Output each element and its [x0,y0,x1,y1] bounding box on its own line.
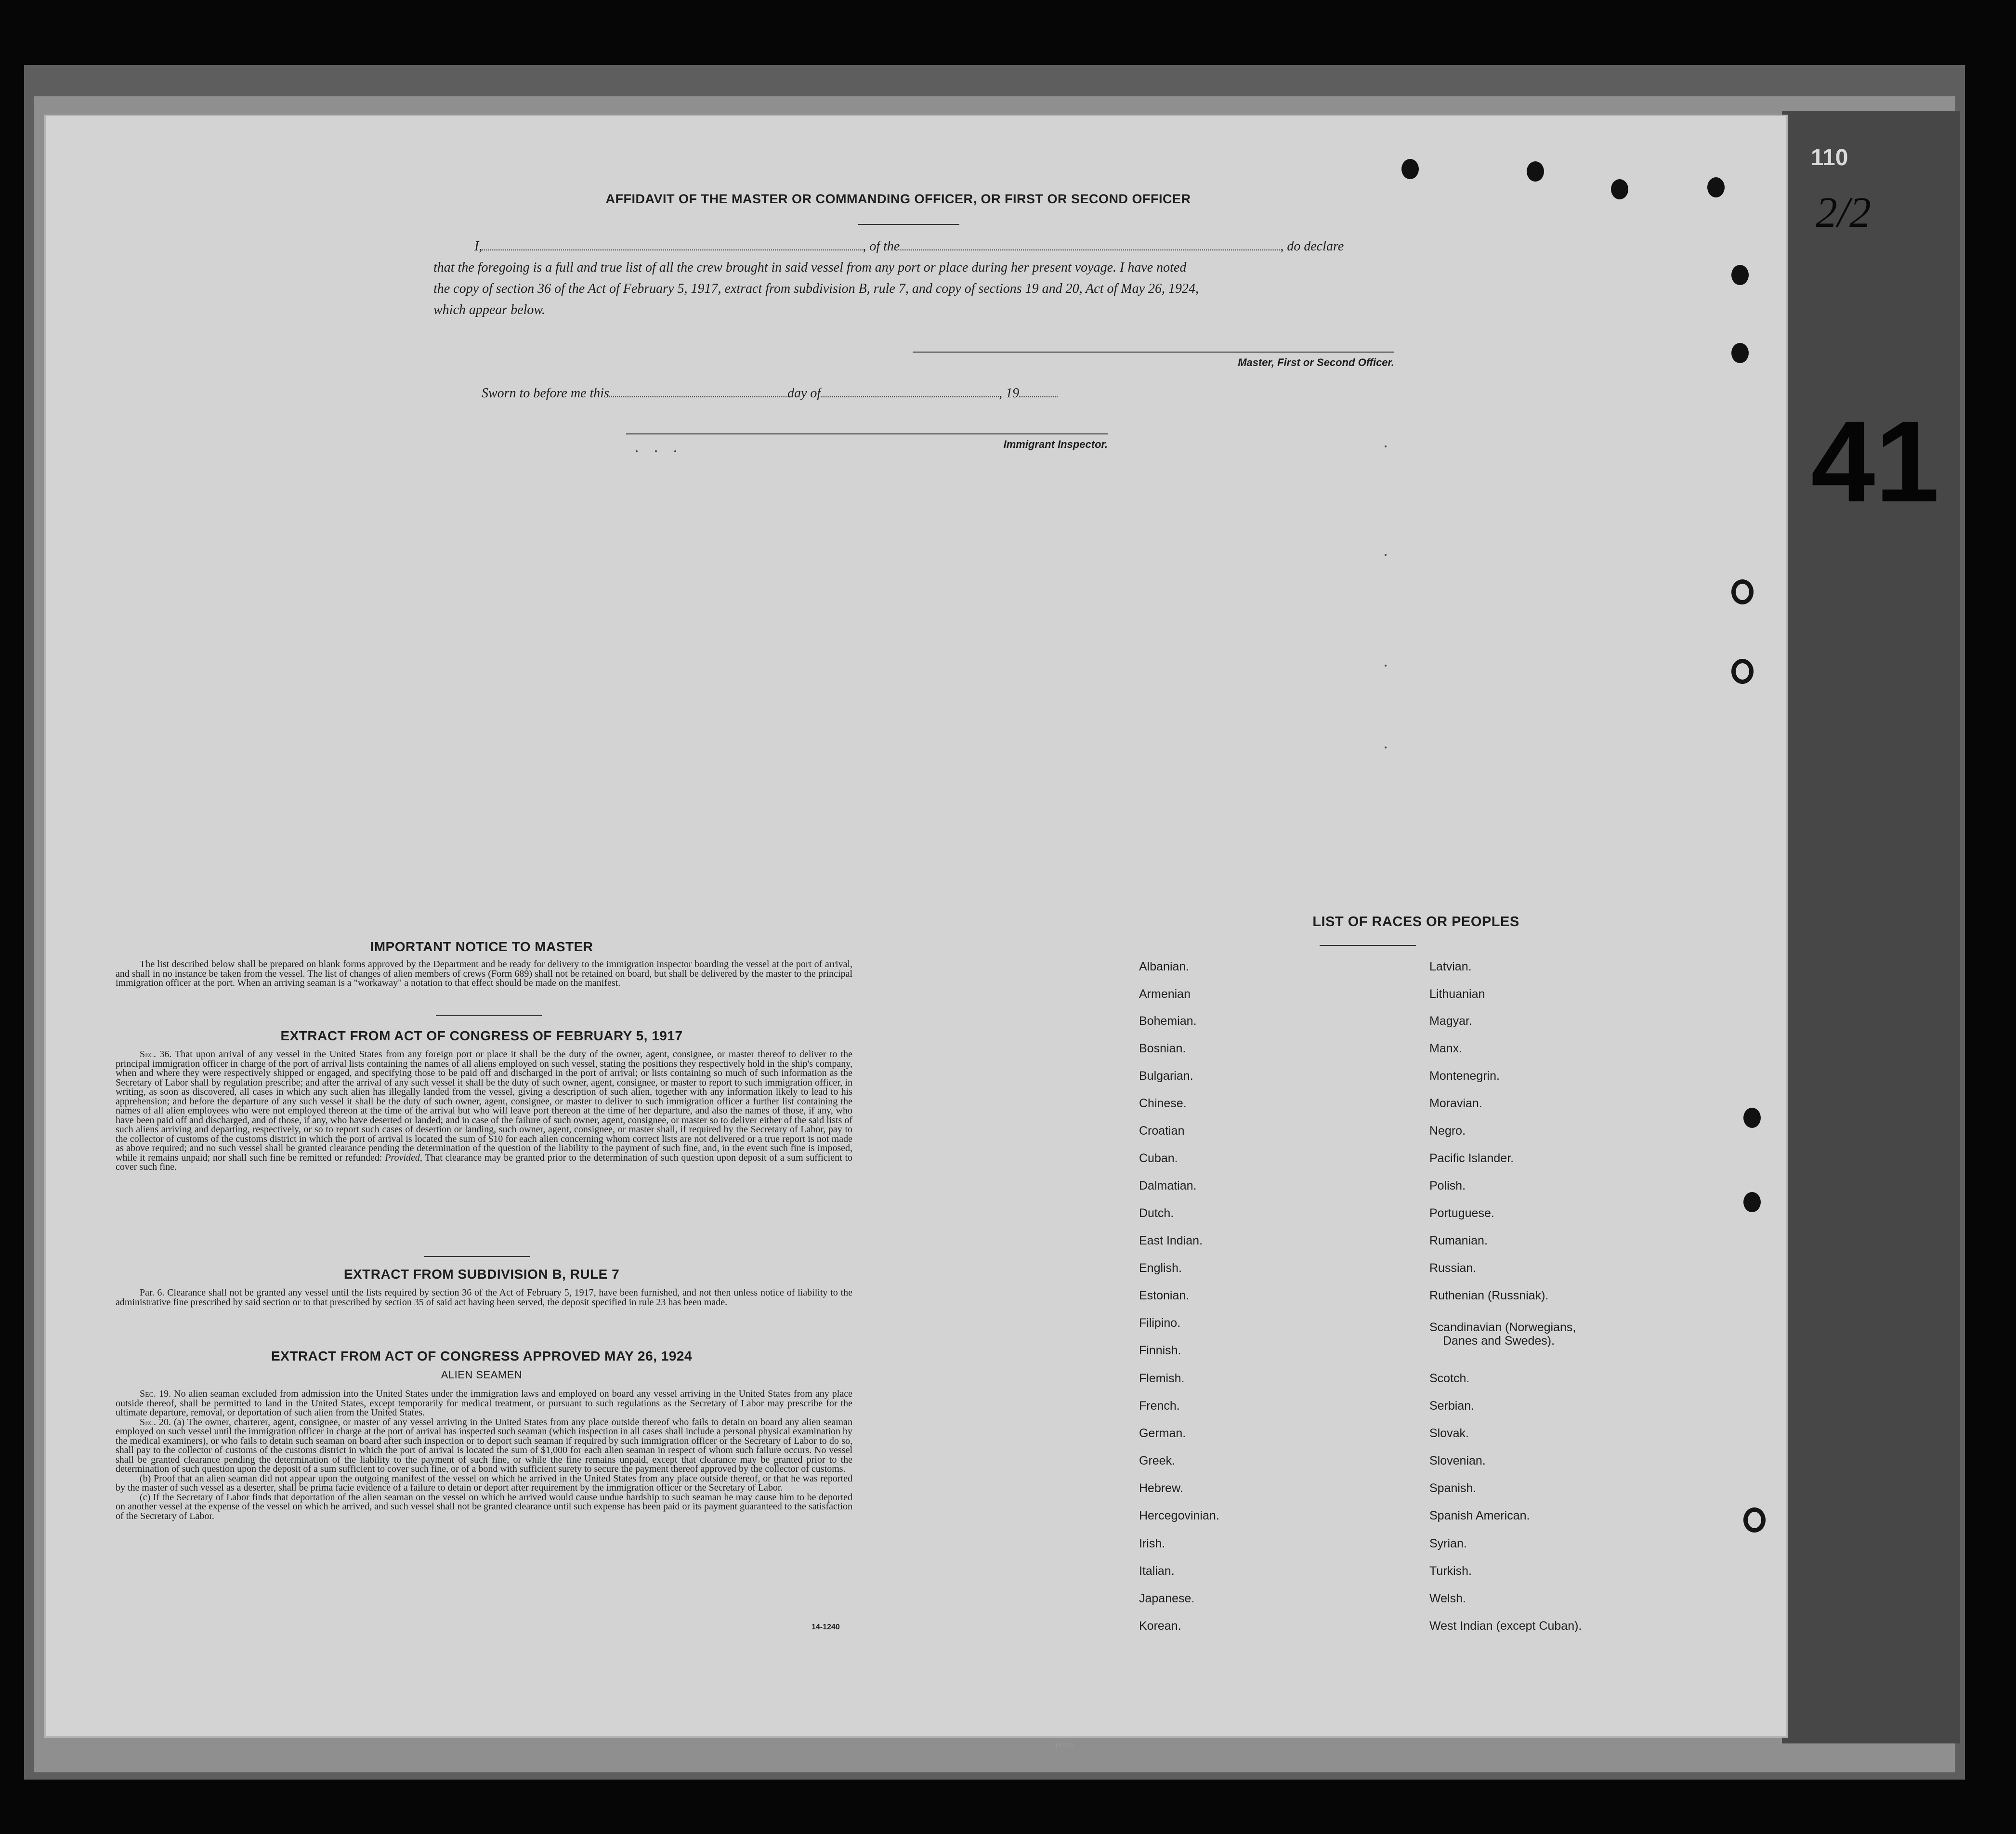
race-item: Russian. [1429,1261,1477,1275]
notice-text: The list described below shall be prepared on blank forms approved by the Department and be ready for delivery to the immigration inspector boarding the vessel at the port of arrival, and shall in no instance be taken from the vessel. The list of changes of alien members of crews (Form 689) shall not be retained on board, but shall be delivered by the master to the principal immigration officer at the port. When an arriving seaman is a "workaway" a notation to that effect should be made on the manifest. [116,959,852,988]
race-item: Chinese. [1139,1097,1187,1110]
extract-1924-body [116,1389,852,1521]
sworn-line [482,383,1156,404]
proviso-word: Provided, [385,1152,422,1163]
race-item: Scotch. [1429,1372,1470,1385]
stray-dot [636,450,638,452]
race-item: Serbian. [1429,1399,1475,1413]
extract-1917-title: EXTRACT FROM ACT OF CONGRESS OF FEBRUARY 5, 1917 [280,1028,683,1043]
sworn-start: Sworn to before me this [482,386,609,401]
race-item: Welsh. [1429,1592,1466,1605]
sworn-day-of: day of [787,386,821,401]
binder-hole [1611,179,1628,199]
race-item: Dalmatian. [1139,1179,1197,1192]
page-number: 110 [1811,145,1848,170]
race-item: Rumanian. [1429,1234,1488,1247]
sworn-day-blank[interactable] [609,396,787,397]
race-item: Filipino. [1139,1316,1181,1330]
master-signature-label: Master, First or Second Officer. [1238,356,1394,368]
sec-36-text: That upon arrival of any vessel in the United States from any foreign port or place it shall be the duty of the owner, agent, consignee, or master thereof to deliver to the principal immigration officer in charge of the port of arrival lists containing the names of all aliens employed on such vessel, stating the positions they respectively hold in the ship's company, when and where they were respectively shipped or engaged, and specifying those to be paid off and discharged in the port of arrival; or lists containing so much of such information as the Secretary of Labor shall by regulation prescribe; and after the arrival of any such vessel it shall be the duty of such owner, agent, consignee, or master to report to such immigration officer, in writing, as soon as discovered, all cases in which any such alien has illegally landed from the vessel, giving a description of such alien, together with any information likely to lead to his apprehension; and before the departure of any such vessel it shall be the duty of such owner, agent, consignee, or master to deliver to such immigration officer a further list containing the names of all alien employees who were not employed thereon at the time of the arrival but who will leave port thereon at the time of her departure, and also the names of those, if any, who have been paid off and discharged, and of those, if any, who have deserted or landed; and in case of the failure of such owner, agent, consignee, or master so to deliver either of the said lists of such aliens arriving and departing, respectively, or so to report such cases of desertion or landing, such owner, agent, consignee, or master shall, if required by the Secretary of Labor, pay to the collector of customs of the customs district in which the port of arrival is located the sum of $10 for each alien concerning whom correct lists are not delivered or a true report is not made as above required; and no such vessel shall be granted clearance pending the determination of the question of the liability to the payment of such fine, and, in the event such fine is imposed, while it remains unpaid; nor shall such fine be remitted or refunded: [116,1049,852,1163]
race-item: East Indian. [1139,1234,1203,1247]
affidavit-line-1 [433,236,1393,257]
race-item: French. [1139,1399,1180,1413]
extract-1917-body [116,1050,852,1172]
race-item: Magyar. [1429,1014,1472,1028]
race-item: German. [1139,1427,1186,1440]
binder-hole [1707,177,1725,197]
binder-hole [1743,1108,1761,1128]
race-item: Lithuanian [1429,987,1485,1001]
notice-body [116,960,852,988]
affidavit-line-2: that the foregoing is a full and true list of all the crew brought in said vessel from any port or place during her present voyage. I have noted [433,260,1187,275]
stray-dot [1385,665,1387,667]
affidavit-line-4: which appear below. [433,302,546,317]
inspector-signature-line[interactable] [626,433,1108,434]
races-title: LIST OF RACES OR PEOPLES [1312,914,1519,930]
race-item: Moravian. [1429,1097,1482,1110]
divider [1320,945,1416,946]
sworn-year-blank[interactable] [1019,396,1058,397]
sec-36-label: Sec. 36. [140,1049,172,1060]
binder-hole [1401,159,1419,179]
sec-20a-text: (a) The owner, charterer, agent, consignee, or master of any vessel arriving in the United States from any place outside thereof who fails to detain on board any alien seaman employed on such vessel until the immigration officer in charge at the port of arrival has inspected such seaman (which inspection in all cases shall include a personal physical examination by the medical examiners), or who fails to detain such seaman on board after such inspection or to deport such seaman if required by such immigration officer or the Secretary of Labor to do so, shall pay to the collector of customs of the customs district in which the port of arrival is located the sum of $1,000 for each alien seaman in respect of whom such failure occurs. No vessel shall be granted clearance pending the determination of the liability to the payment of such fine, or while the fine remains unpaid, except that clearance may be granted prior to the determination of such question upon the deposit of a sum sufficient to cover such fine, or of a bond with sufficient surety to secure the payment thereof approved by the collector of customs. [116,1416,852,1474]
sworn-year: , 19 [999,386,1020,401]
race-item: Montenegrin. [1429,1069,1500,1083]
inspector-signature-label: Immigrant Inspector. [1003,438,1108,450]
race-item: Ruthenian (Russniak). [1429,1289,1549,1302]
race-item: Dutch. [1139,1206,1174,1220]
race-item: Polish. [1429,1179,1466,1192]
extract-1924-title: EXTRACT FROM ACT OF CONGRESS APPROVED MAY 26, 1924 [271,1349,692,1363]
extract-rule7-title: EXTRACT FROM SUBDIVISION B, RULE 7 [343,1267,620,1282]
extract-rule7-body [116,1288,852,1307]
race-item: Bohemian. [1139,1014,1197,1028]
sec-20c [116,1493,852,1521]
divider [424,1256,530,1257]
affidavit-of-the: , of the [863,239,900,254]
race-item: English. [1139,1261,1182,1275]
sworn-month-blank[interactable] [821,396,999,397]
master-signature-line[interactable] [913,352,1394,353]
race-item: Cuban. [1139,1152,1178,1165]
sec-20b [116,1474,852,1493]
rule7-text: Par. 6. Clearance shall not be granted any vessel until the lists required by section 36 of the Act of February 5, 1917, have been furnished, and not then unless notice of liability to the administrative fine prescribed by said section or to that prescribed by section 35 of said act having been served, the deposit specified in rule 23 has been made. [116,1287,852,1308]
stray-dot [1385,554,1387,556]
stray-dot [1385,747,1387,748]
name-blank[interactable] [482,249,863,250]
affidavit-title: AFFIDAVIT OF THE MASTER OR COMMANDING OFFICER, OR FIRST OR SECOND OFFICER [605,192,1191,206]
race-item: Flemish. [1139,1372,1185,1385]
stray-dot [1385,445,1387,447]
race-item: Hebrew. [1139,1481,1183,1495]
race-item: Latvian. [1429,960,1472,973]
stray-dot [674,450,676,452]
affidavit-line-3: the copy of section 36 of the Act of February 5, 1917, extract from subdivision B, rule 7, and copy of sections 19 and 20, Act of May 26, 1924, [433,281,1199,296]
race-item: West Indian (except Cuban). [1429,1619,1582,1633]
sec-20-label: Sec. 20. [140,1416,171,1428]
affidavit-i: I, [474,239,483,254]
race-item: Turkish. [1429,1564,1472,1578]
affidavit-declare: , do declare [1280,239,1344,254]
race-item: Albanian. [1139,960,1190,973]
race-item: Italian. [1139,1564,1175,1578]
binder-hole [1731,659,1754,684]
race-item: Syrian. [1429,1537,1467,1550]
race-item: Pacific Islander. [1429,1152,1514,1165]
divider [858,224,959,225]
race-item: Slovenian. [1429,1454,1486,1467]
sec-20c-text: (c) If the Secretary of Labor finds that deportation of the alien seaman on the vessel on which he arrived would cause undue hardship to such seaman he may cause him to be deported on another vessel at the expense of the vessel on which he arrived, and such vessel shall not be granted clearance until such expense has been paid or its payment guaranteed to the satisfaction of the Secretary of Labor. [116,1492,852,1521]
footer-code: 14-480 [1055,1742,1073,1749]
race-item: Bulgarian. [1139,1069,1193,1083]
race-item: Croatian [1139,1124,1185,1138]
divider [436,1015,542,1016]
race-item: Bosnian. [1139,1042,1186,1055]
form-number: 14-1240 [812,1623,840,1631]
race-item: Danes and Swedes). [1443,1334,1555,1348]
notice-title: IMPORTANT NOTICE TO MASTER [370,939,593,954]
stray-dot [655,450,657,452]
right-binding-strip [1782,111,1960,1743]
race-item: Spanish American. [1429,1509,1530,1522]
race-item: Estonian. [1139,1289,1190,1302]
race-item: Spanish. [1429,1481,1477,1495]
race-item: Portuguese. [1429,1206,1494,1220]
margin-number-mark: 41 [1811,397,1939,526]
proviso-text: That clearance may be granted prior to the determination of such question upon deposit of a sum sufficient to cover such fine. [116,1152,853,1172]
race-item: Negro. [1429,1124,1466,1138]
handwritten-mark: 2/2 [1816,189,1872,236]
binder-hole [1731,265,1749,285]
sec-19-label: Sec. 19. [140,1389,171,1399]
sec-20b-text: (b) Proof that an alien seaman did not appear upon the outgoing manifest of the vessel on which he arrived in the United States from any place outside thereof, or that he was reported by the master of such vessel as a deserter, shall be prima facie evidence of a failure to detain or deport after requirement by the immigration officer or the Secretary of Labor. [116,1473,852,1493]
race-item: Finnish. [1139,1344,1181,1357]
binder-hole [1743,1507,1766,1533]
sec-19-text: No alien seaman excluded from admission into the United States under the immigration laws and employed on board any vessel arriving in the United States from any place outside thereof, shall be permitted to land in the United States, except temporarily for medical treatment, or pursuant to such regulations as the Secretary of Labor may prescribe for the ultimate departure, removal, or deportation of such alien from the United States. [116,1389,852,1418]
race-item: Korean. [1139,1619,1181,1633]
binder-hole [1731,343,1749,363]
binder-hole [1731,579,1754,604]
race-item: Slovak. [1429,1427,1469,1440]
binder-hole [1743,1192,1761,1212]
race-item: Manx. [1429,1042,1463,1055]
race-item: Scandinavian (Norwegians, [1429,1321,1576,1334]
vessel-blank[interactable] [900,249,1280,250]
sec-19 [116,1389,852,1418]
race-item: Greek. [1139,1454,1176,1467]
binder-hole [1527,161,1544,182]
race-item: Japanese. [1139,1592,1195,1605]
race-item: Armenian [1139,987,1191,1001]
alien-seamen-subtitle: ALIEN SEAMEN [441,1369,523,1381]
sec-20a [116,1418,852,1474]
race-item: Irish. [1139,1537,1165,1550]
race-item: Hercegovinian. [1139,1509,1219,1522]
